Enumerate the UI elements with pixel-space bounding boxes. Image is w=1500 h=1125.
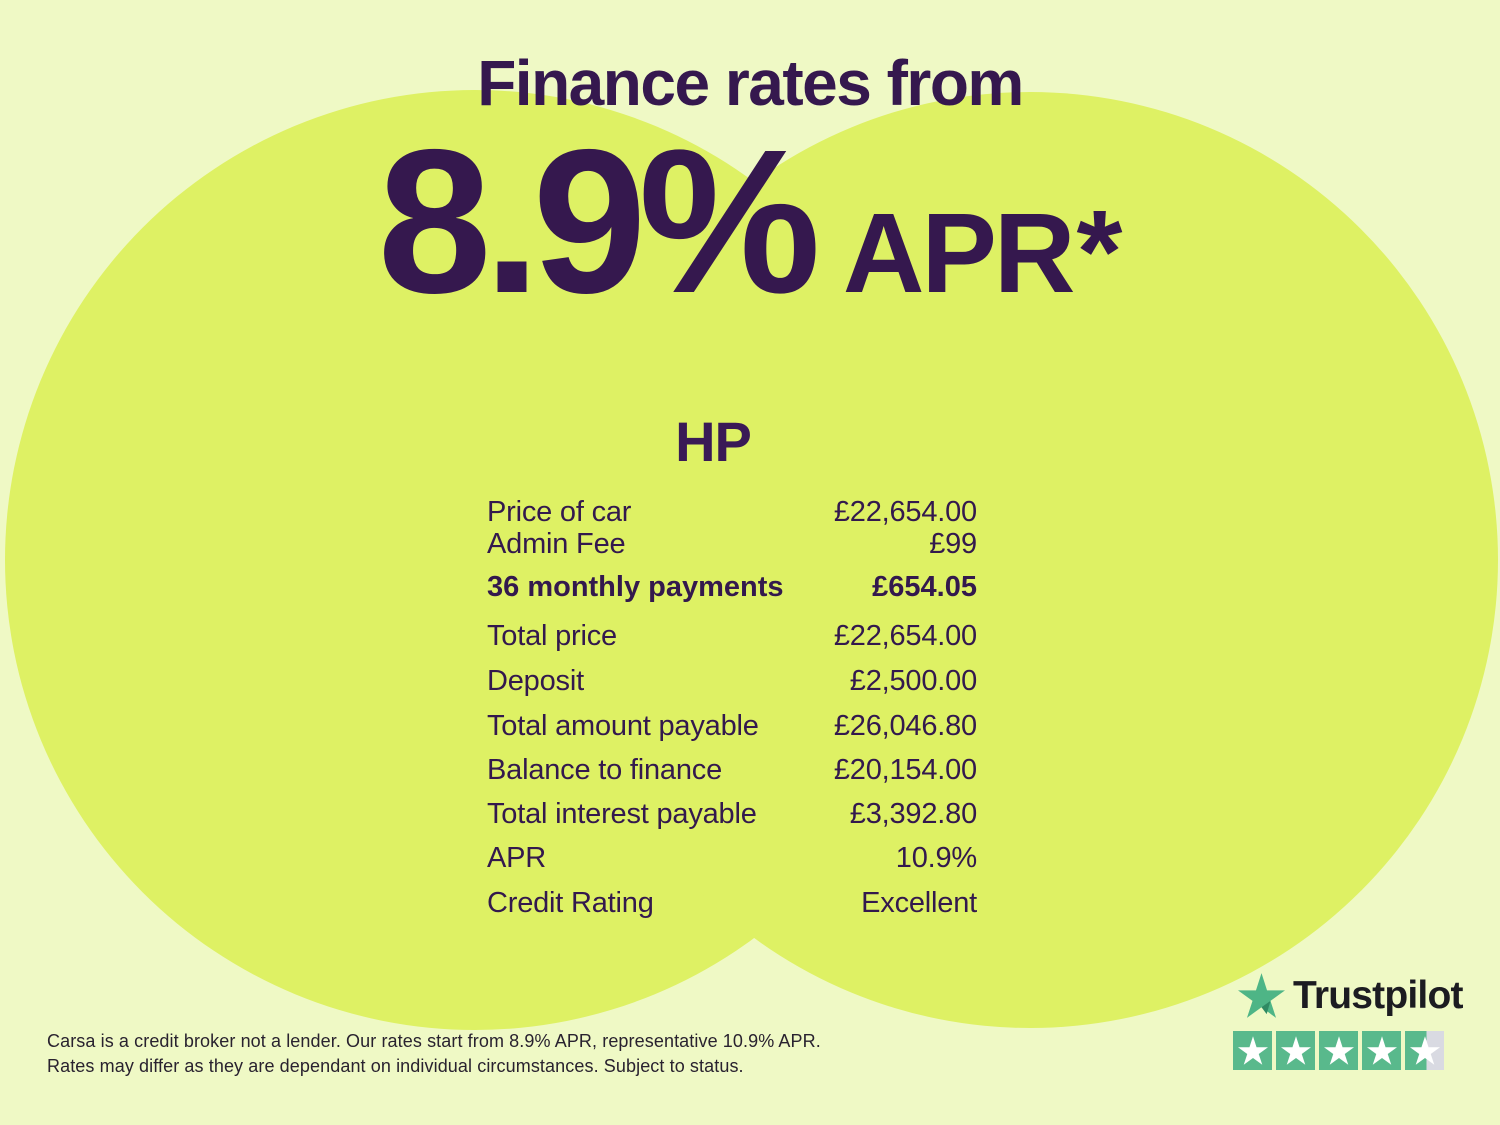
table-row <box>487 710 977 754</box>
finance-product-heading: HP <box>675 410 751 473</box>
table-row-monthly-payment <box>487 571 977 620</box>
table-row <box>487 887 977 932</box>
table-row <box>487 620 977 665</box>
row-value: £22,654.00 <box>833 496 977 528</box>
legal-smallprint <box>47 1029 821 1079</box>
table-row <box>487 665 977 710</box>
row-label: Credit Rating <box>487 887 654 919</box>
table-row <box>487 842 977 887</box>
row-value: 10.9% <box>895 842 977 874</box>
row-label: Price of car <box>487 496 632 528</box>
rating-star-icon <box>1276 1031 1315 1070</box>
row-value: £20,154.00 <box>833 754 977 786</box>
row-value: £2,500.00 <box>849 665 977 697</box>
trustpilot-logo <box>1238 973 1463 1018</box>
row-label: 36 monthly payments <box>487 571 784 603</box>
row-value: £26,046.80 <box>833 710 977 742</box>
row-label: APR <box>487 842 547 874</box>
row-label: Total price <box>487 620 617 652</box>
row-value: £3,392.80 <box>849 798 977 830</box>
trustpilot-rating-stars <box>1233 1031 1463 1070</box>
rating-star-icon <box>1319 1031 1358 1070</box>
banner-title: Finance rates from <box>477 47 1023 119</box>
row-value: £654.05 <box>872 571 977 603</box>
rate-asterisk: * <box>1076 186 1123 318</box>
rate-value: 8.9% <box>377 107 813 336</box>
row-label: Total amount payable <box>487 710 759 742</box>
row-value: £22,654.00 <box>833 620 977 652</box>
trustpilot-star-icon <box>1238 973 1285 1018</box>
rating-star-icon <box>1362 1031 1401 1070</box>
rate-unit: APR <box>842 190 1073 316</box>
rate-headline <box>0 107 1500 336</box>
row-label: Total interest payable <box>487 798 757 830</box>
row-label: Admin Fee <box>487 528 626 560</box>
table-row <box>487 496 977 528</box>
trustpilot-wordmark: Trustpilot <box>1293 973 1463 1017</box>
row-value: Excellent <box>861 887 977 919</box>
rating-star-icon <box>1233 1031 1272 1070</box>
row-value: £99 <box>929 528 977 560</box>
table-row <box>487 798 977 842</box>
trustpilot-badge <box>1233 973 1463 1070</box>
table-row <box>487 754 977 798</box>
legal-line-1: Carsa is a credit broker not a lender. Our rates start from 8.9% APR, representative 10.9% APR. <box>47 1031 821 1051</box>
row-label: Deposit <box>487 665 584 697</box>
rating-star-icon-half <box>1405 1031 1444 1070</box>
table-row <box>487 528 977 571</box>
legal-line-2: Rates may differ as they are dependant on individual circumstances. Subject to status. <box>47 1056 744 1076</box>
row-label: Balance to finance <box>487 754 723 786</box>
finance-table <box>487 496 977 932</box>
